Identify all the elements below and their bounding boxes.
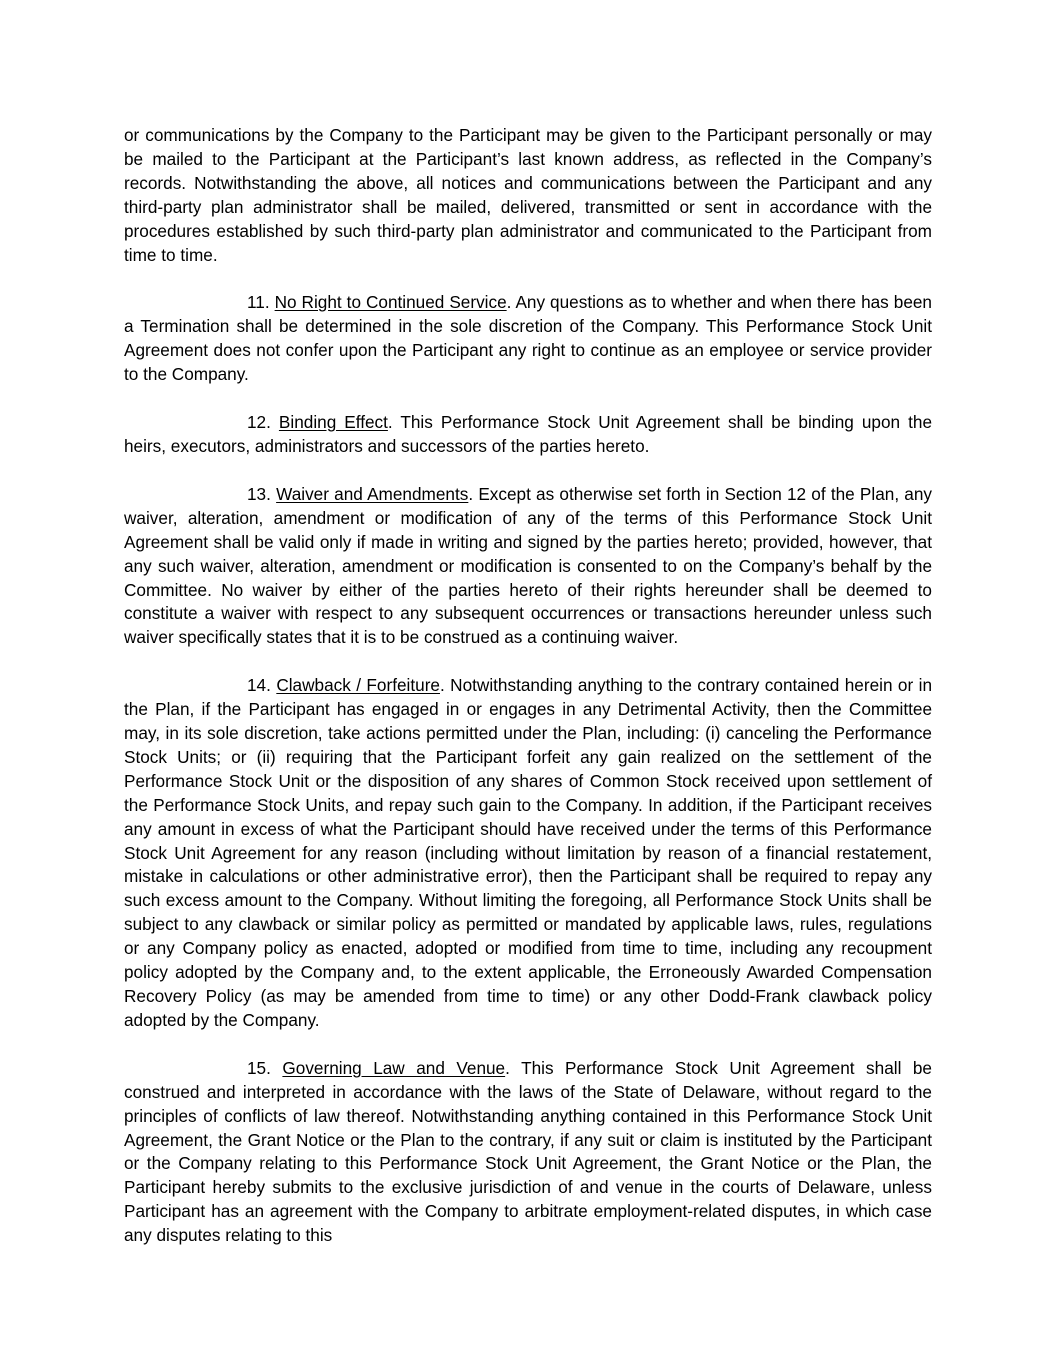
section-11-number: 11. <box>247 292 270 313</box>
document-page <box>124 124 932 1272</box>
section-11-text: . Any questions as to whether and when there has been a Termination shall be determined in the sole discretion of the Company. This Performance Stock Unit Agreement does not confer upon the Participant any right to continue as an employee or service provider to the Company. <box>124 292 932 385</box>
section-15-heading: Governing Law and Venue <box>282 1057 506 1078</box>
section-12-text: . This Performance Stock Unit Agreement shall be binding upon the heirs, executors, administrators and successors of the parties hereto. <box>124 412 933 456</box>
section-14-text: . Notwithstanding anything to the contrary contained herein or in the Plan, if the Participant has engaged in or engages in any Detrimental Activity, then the Committee may, in its sole discretion, take actions permitted under the Plan, including: (i) canceling the Performance Stock Units; or (ii) requiring that the Participant forfeit any gain realized on the settlement of the Performance Stock Unit or the disposition of any shares of Common Stock received upon settlement of the Performance Stock Units, and repay such gain to the Company. In addition, if the Participant receives any amount in excess of what the Participant should have received under the terms of this Performance Stock Unit Agreement for any reason (including without limitation by reason of a financial restatement, mistake in calculations or other administrative error), then the Participant shall be required to repay any such excess amount to the Company. Without limiting the foregoing, all Performance Stock Units shall be subject to any clawback or similar policy as permitted or mandated by applicable laws, rules, regulations or any Company policy as enacted, adopted or modified from time to time, including any recoupment policy adopted by the Company and, to the extent applicable, the Erroneously Awarded Compensation Recovery Policy (as may be amended from time to time) or any other Dodd-Frank clawback policy adopted by the Company. <box>124 675 932 1030</box>
section-14-paragraph <box>124 674 932 1033</box>
section-13-heading: Waiver and Amendments <box>276 483 469 504</box>
section-14-heading: Clawback / Forfeiture <box>276 675 440 696</box>
section-14-number: 14. <box>247 675 271 696</box>
section-12-paragraph <box>124 411 932 459</box>
intro-paragraph: or communications by the Company to the Participant may be given to the Participant personally or may be mailed to the Participant at the Participant’s last known address, as reflected in the Company’s records. Notwithstanding the above, all notices and communications between the Participant and any third-party plan administrator shall be mailed, delivered, transmitted or sent in accordance with the procedures established by such third-party plan administrator and communicated to the Participant from time to time. <box>124 125 932 265</box>
section-15-text: . This Performance Stock Unit Agreement shall be construed and interpreted in accordance with the laws of the State of Delaware, without regard to the principles of conflicts of law thereof. Notwithstanding anything contained in this Performance Stock Unit Agreement, the Grant Notice or the Plan to the contrary, if any suit or claim is instituted by the Participant or the Company relating to this Performance Stock Unit Agreement, the Grant Notice or the Plan, the Participant hereby submits to the exclusive jurisdiction of and venue in the courts of Delaware, unless Participant has an agreement with the Company to arbitrate employment-related disputes, in which case any disputes relating to this <box>124 1057 932 1246</box>
section-15-number: 15. <box>247 1057 271 1078</box>
section-12-heading: Binding Effect <box>278 412 388 433</box>
section-13-number: 13. <box>247 483 271 504</box>
section-11-paragraph <box>124 291 932 387</box>
section-11-heading: No Right to Continued Service <box>274 292 507 313</box>
section-13-text: . Except as otherwise set forth in Section 12 of the Plan, any waiver, alteration, amendment or modification of any of the terms of this Performance Stock Unit Agreement shall be valid only if made in writing and signed by the parties hereto; provided, however, that any such waiver, alteration, amendment or modification is consented to on the Company’s behalf by the Committee. No waiver by either of the parties hereto of their rights hereunder shall be deemed to constitute a waiver with respect to any subsequent occurrences or transactions hereunder unless such waiver specifically states that it is to be construed as a continuing waiver. <box>124 483 932 648</box>
section-13-paragraph <box>124 483 932 650</box>
section-12-number: 12. <box>247 412 271 433</box>
section-15-paragraph <box>124 1057 932 1248</box>
